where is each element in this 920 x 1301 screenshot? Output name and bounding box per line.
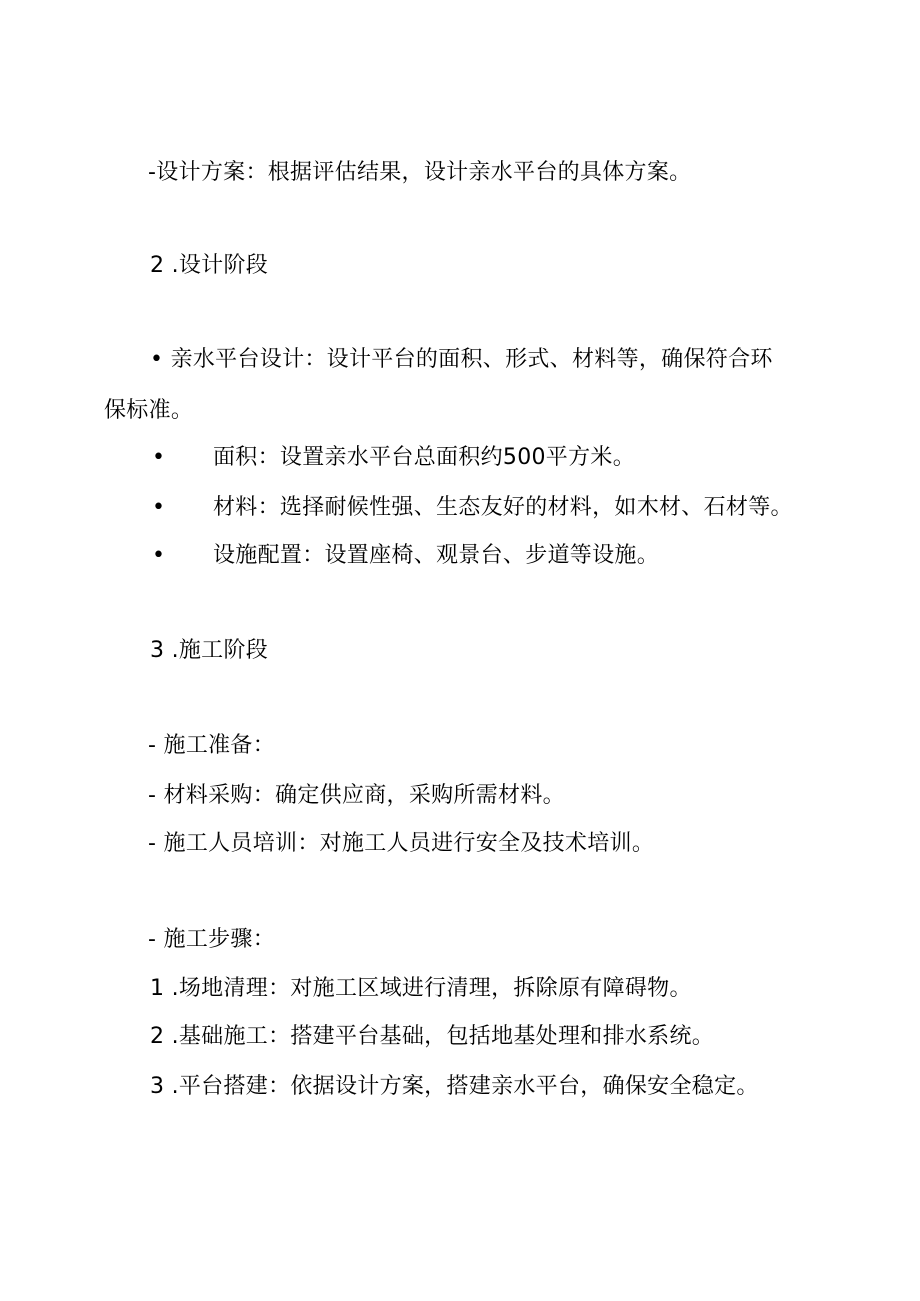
design-plan-item: -设计方案：根据评估结果，设计亲水平台的具体方案。 <box>148 160 692 185</box>
area-bullet: • <box>152 445 165 470</box>
step-2-foundation: 2 .基础施工：搭建平台基础，包括地基处理和排水系统。 <box>150 1024 715 1049</box>
facilities-item: 设施配置：设置座椅、观景台、步道等设施。 <box>213 543 660 568</box>
step-1-site-clearing: 1 .场地清理：对施工区域进行清理，拆除原有障碍物。 <box>150 976 692 1001</box>
materials-bullet: • <box>152 495 165 520</box>
training-item: - 施工人员培训：对施工人员进行安全及技术培训。 <box>148 831 655 856</box>
platform-design-item: • 亲水平台设计：设计平台的面积、形式、材料等，确保符合环 <box>150 347 773 372</box>
section-heading-construction-phase: 3 .施工阶段 <box>150 638 269 663</box>
platform-design-item-continued: 保标准。 <box>104 398 194 423</box>
construction-steps-item: - 施工步骤： <box>148 927 276 952</box>
facilities-bullet: • <box>152 543 165 568</box>
section-heading-design-phase: 2 .设计阶段 <box>150 253 269 278</box>
step-3-platform-building: 3 .平台搭建：依据设计方案，搭建亲水平台，确保安全稳定。 <box>150 1074 759 1099</box>
procurement-item: - 材料采购：确定供应商，采购所需材料。 <box>148 783 565 808</box>
materials-item: 材料：选择耐候性强、生态友好的材料，如木材、石材等。 <box>213 495 793 520</box>
construction-prep-item: - 施工准备： <box>148 733 276 758</box>
area-item: 面积：设置亲水平台总面积约500平方米。 <box>213 445 635 470</box>
